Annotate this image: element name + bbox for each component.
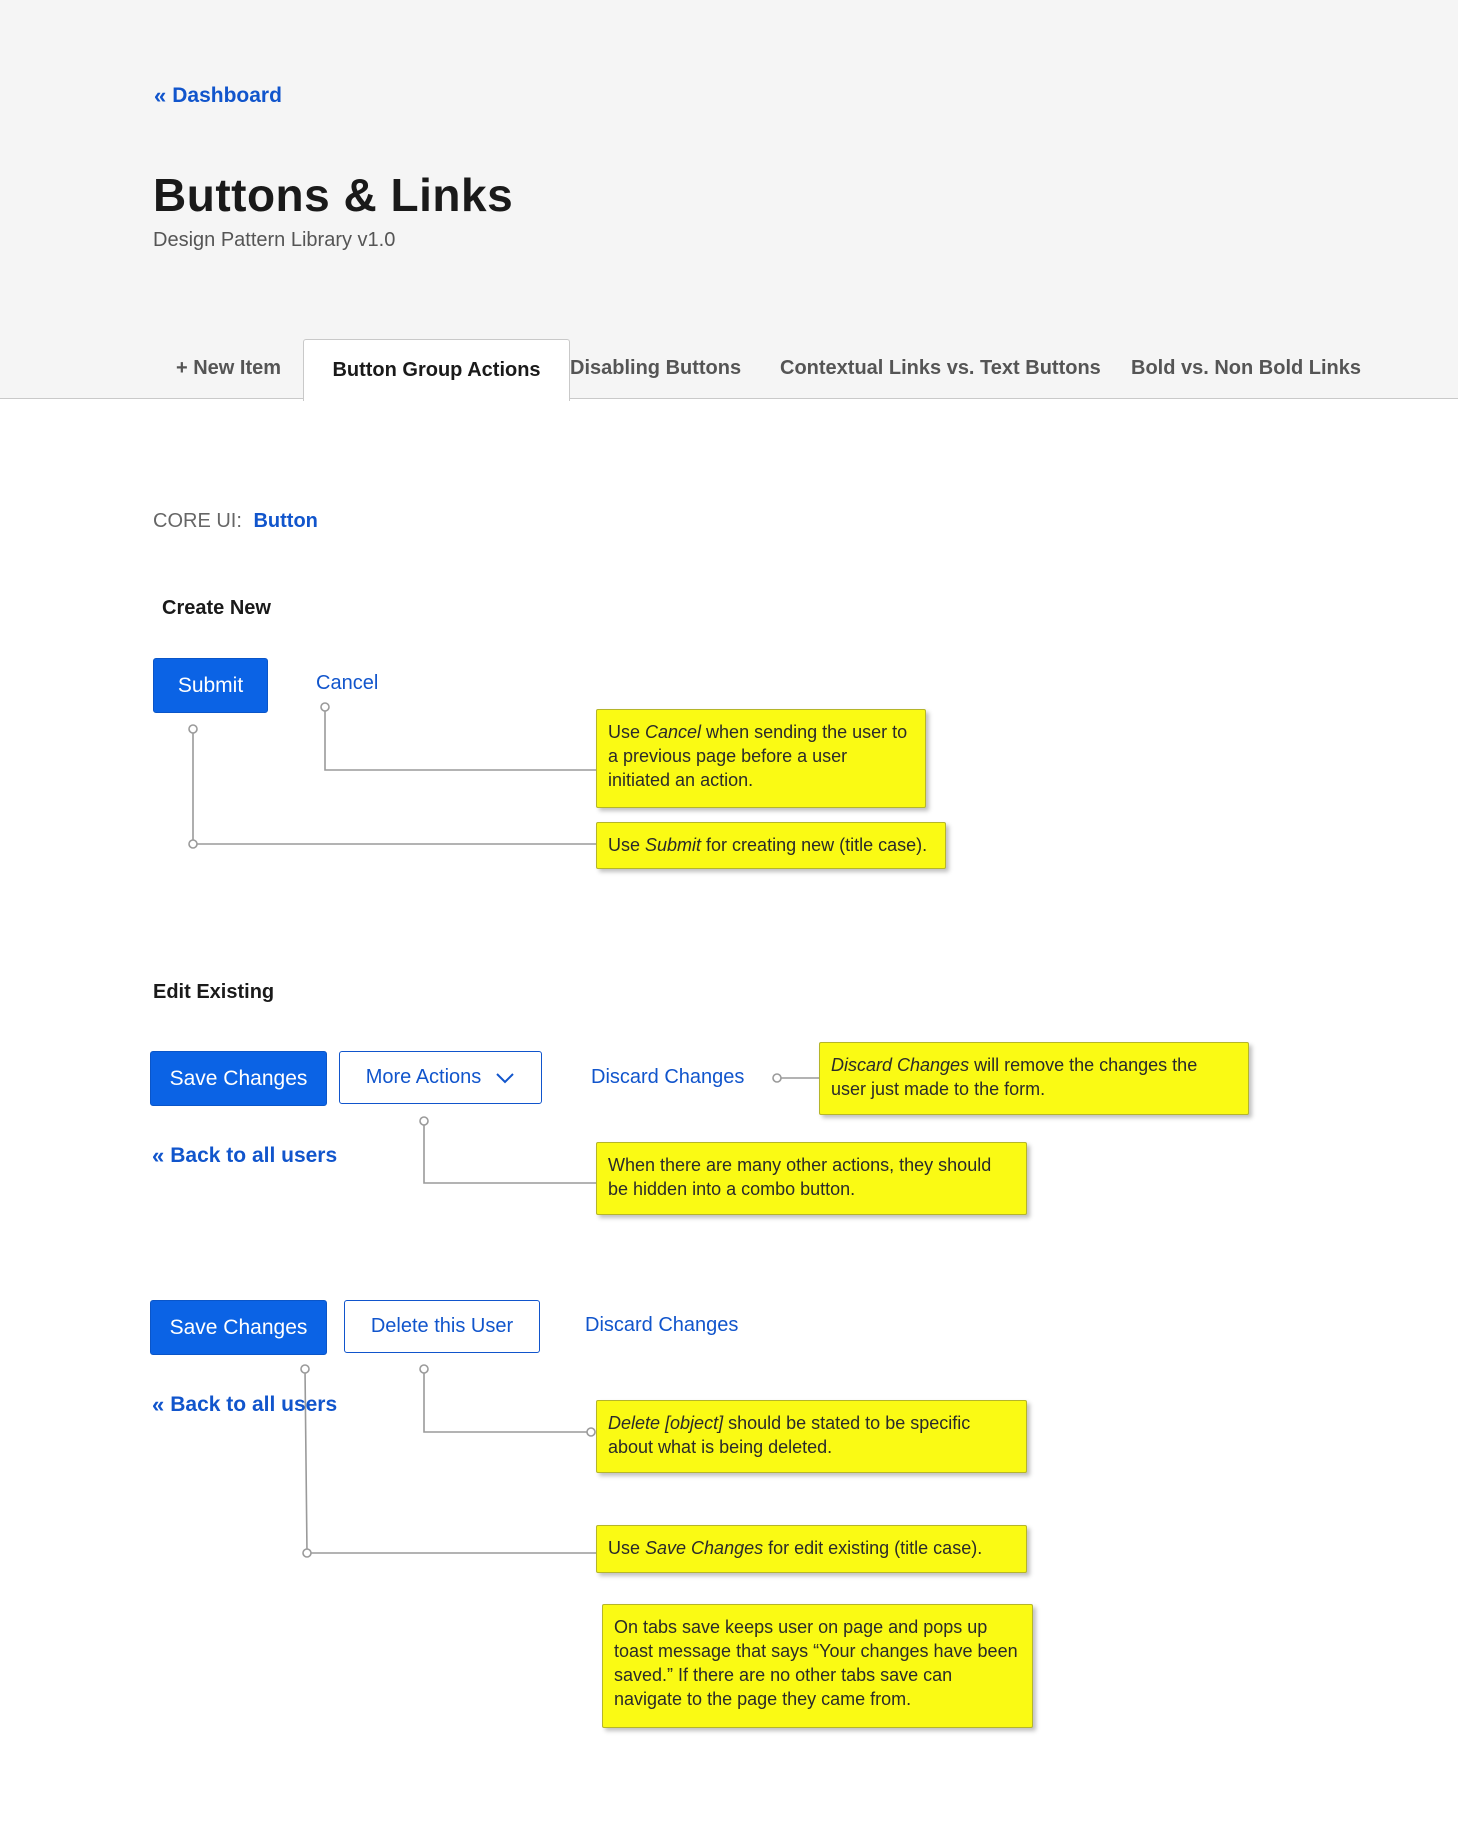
tab-new-item[interactable]: + New Item (176, 357, 282, 379)
note-text: should be stated to be specific about what is being deleted. (608, 1413, 971, 1457)
note-save-changes (596, 1525, 1027, 1573)
note-emphasis: Save Changes (645, 1538, 764, 1558)
tab-label: Button Group Actions (332, 359, 541, 381)
core-ui-button-link[interactable]: Button (253, 510, 318, 532)
save-changes-button[interactable] (150, 1051, 327, 1106)
chevron-down-icon (495, 1072, 515, 1084)
note-more-actions: When there are many other actions, they should be hidden into a combo button. (596, 1142, 1027, 1215)
save-changes-button-2[interactable] (150, 1300, 327, 1355)
more-actions-label: More Actions (365, 1066, 482, 1088)
note-text: Use (608, 835, 646, 855)
back-to-users-label: Back to all users (170, 1393, 338, 1416)
back-to-users-link-2[interactable] (152, 1393, 337, 1417)
tab-disabling-buttons[interactable]: Disabling Buttons (570, 357, 742, 379)
breadcrumb-label: Dashboard (172, 84, 282, 107)
double-chevron-left-icon: « (152, 1392, 165, 1417)
discard-changes-link[interactable]: Discard Changes (591, 1066, 745, 1088)
cancel-link[interactable]: Cancel (316, 672, 379, 694)
back-to-users-link[interactable] (152, 1144, 337, 1168)
save-changes-label: Save Changes (169, 1066, 308, 1090)
submit-button[interactable] (153, 658, 268, 713)
note-text: for edit existing (title case). (763, 1538, 983, 1558)
note-text: when sending the user to a previous page before a user initiated an action. (608, 722, 908, 790)
double-chevron-left-icon: « (152, 1143, 165, 1168)
note-text: will remove the changes the user just made to the form. (831, 1055, 1198, 1099)
note-discard (819, 1042, 1249, 1115)
save-changes-label: Save Changes (169, 1315, 308, 1339)
tab-contextual-links[interactable]: Contextual Links vs. Text Buttons (780, 357, 1101, 379)
discard-changes-link-2[interactable]: Discard Changes (585, 1314, 739, 1336)
delete-user-button[interactable] (344, 1300, 540, 1353)
double-chevron-left-icon: « (154, 83, 167, 108)
back-to-users-label: Back to all users (170, 1144, 338, 1167)
note-emphasis: Submit (645, 835, 702, 855)
note-cancel (596, 709, 926, 808)
note-text: Use (608, 722, 646, 742)
note-emphasis: Delete [object] (608, 1413, 724, 1433)
core-ui-prefix: CORE UI: (153, 510, 242, 532)
more-actions-button[interactable] (339, 1051, 542, 1104)
note-text: for creating new (title case). (701, 835, 928, 855)
delete-user-label: Delete this User (370, 1315, 514, 1337)
tab-bold-links[interactable]: Bold vs. Non Bold Links (1131, 357, 1362, 379)
page-title: Buttons & Links (153, 169, 514, 221)
section-title-edit-existing: Edit Existing (153, 981, 275, 1003)
submit-button-label: Submit (177, 673, 244, 697)
note-emphasis: Discard Changes (831, 1055, 970, 1075)
note-submit (596, 822, 946, 869)
note-text: Use (608, 1538, 646, 1558)
note-delete (596, 1400, 1027, 1473)
note-tabs-save: On tabs save keeps user on page and pops up toast message that says “Your changes have been saved.” If there are no other tabs save can navigate to the page they came from. (602, 1604, 1033, 1728)
note-emphasis: Cancel (645, 722, 702, 742)
page-subtitle: Design Pattern Library v1.0 (153, 229, 396, 251)
section-title-create-new: Create New (162, 597, 271, 619)
